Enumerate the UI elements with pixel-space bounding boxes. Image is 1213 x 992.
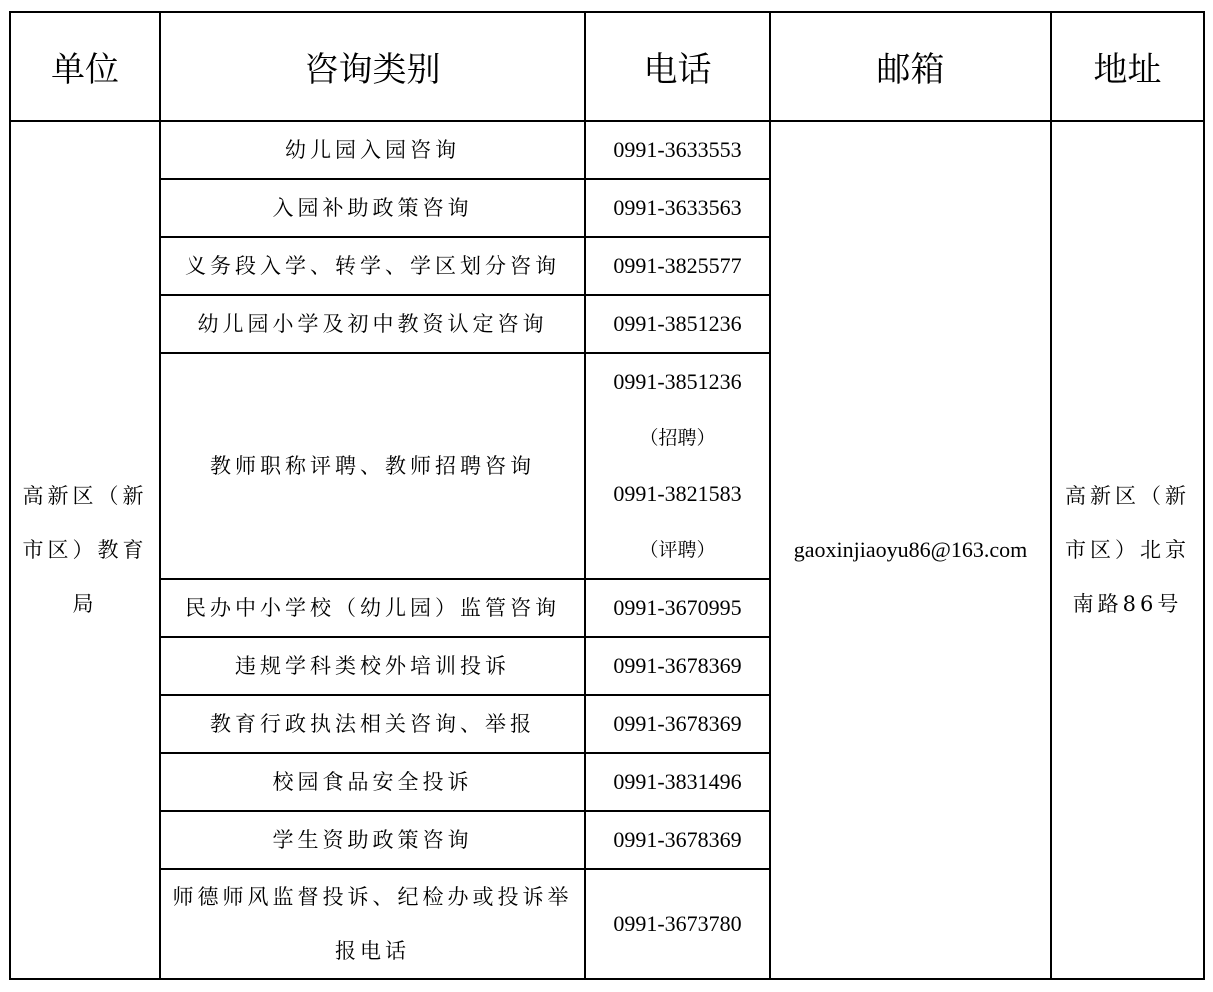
header-address: 地址 <box>1051 12 1204 121</box>
category-cell: 幼儿园入园咨询 <box>160 121 585 179</box>
category-cell: 教师职称评聘、教师招聘咨询 <box>160 353 585 579</box>
phone-cell: 0991-3633563 <box>585 179 770 237</box>
phone-cell: 0991-3851236 <box>585 295 770 353</box>
header-phone: 电话 <box>585 12 770 121</box>
address-cell: 高新区（新市区）北京南路86号 <box>1051 121 1204 979</box>
phone-note: （评聘） <box>639 539 716 561</box>
contact-table <box>9 11 1205 980</box>
unit-cell: 高新区（新市区）教育局 <box>10 121 160 979</box>
phone-number: 0991-3851236 <box>613 369 742 394</box>
category-cell: 教育行政执法相关咨询、举报 <box>160 695 585 753</box>
contact-table-container <box>9 11 1205 980</box>
header-category: 咨询类别 <box>160 12 585 121</box>
header-row <box>10 12 1204 121</box>
category-cell: 入园补助政策咨询 <box>160 179 585 237</box>
table-row <box>10 121 1204 179</box>
category-cell: 幼儿园小学及初中教资认定咨询 <box>160 295 585 353</box>
category-cell: 民办中小学校（幼儿园）监管咨询 <box>160 579 585 637</box>
header-email: 邮箱 <box>770 12 1051 121</box>
phone-cell: 0991-3678369 <box>585 811 770 869</box>
phone-cell: 0991-3670995 <box>585 579 770 637</box>
phone-cell: 0991-3673780 <box>585 869 770 979</box>
phone-number: 0991-3821583 <box>613 481 742 506</box>
phone-cell: 0991-3678369 <box>585 637 770 695</box>
phone-cell-multi <box>585 353 770 579</box>
phone-note: （招聘） <box>639 427 716 449</box>
phone-cell: 0991-3633553 <box>585 121 770 179</box>
category-cell: 校园食品安全投诉 <box>160 753 585 811</box>
phone-cell: 0991-3678369 <box>585 695 770 753</box>
phone-cell: 0991-3831496 <box>585 753 770 811</box>
phone-cell: 0991-3825577 <box>585 237 770 295</box>
category-cell: 违规学科类校外培训投诉 <box>160 637 585 695</box>
email-cell: gaoxinjiaoyu86@163.com <box>770 121 1051 979</box>
category-cell: 学生资助政策咨询 <box>160 811 585 869</box>
header-unit: 单位 <box>10 12 160 121</box>
category-cell: 师德师风监督投诉、纪检办或投诉举报电话 <box>160 869 585 979</box>
category-cell: 义务段入学、转学、学区划分咨询 <box>160 237 585 295</box>
